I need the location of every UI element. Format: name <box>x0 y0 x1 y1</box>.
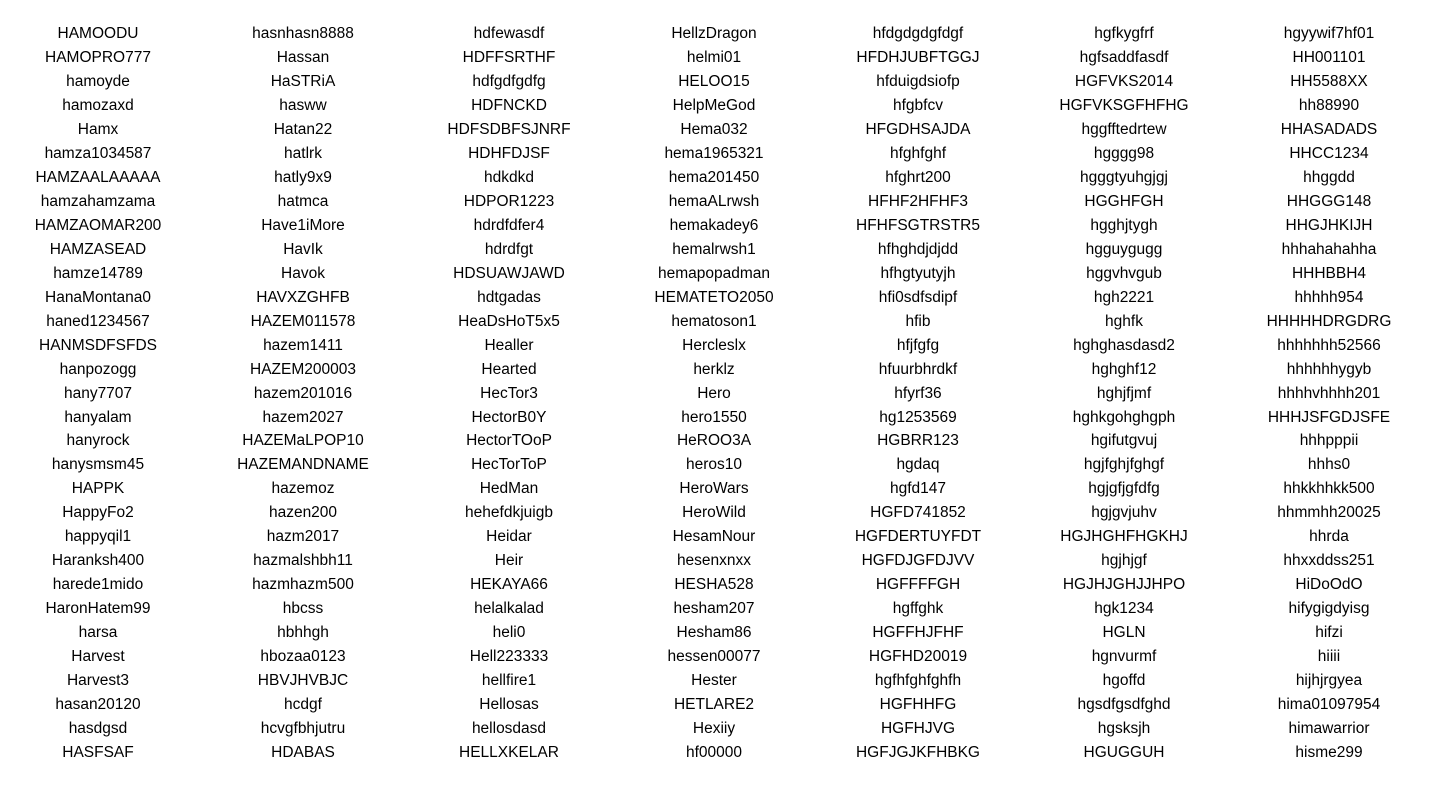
username-cell: HDFFSRTHF <box>462 48 556 66</box>
username-cell: Harvest <box>71 648 125 666</box>
username-cell: hhhhhhh52566 <box>1277 336 1381 354</box>
username-column-1 <box>0 22 196 765</box>
username-cell: hatly9x9 <box>274 168 332 186</box>
username-cell: hdrdfdfer4 <box>473 216 545 234</box>
username-cell: HGUGGUH <box>1083 744 1165 762</box>
username-cell: HiDoOdO <box>1295 576 1363 594</box>
username-cell: hcvgfbhjutru <box>260 720 346 738</box>
username-cell: hgghjtygh <box>1090 216 1158 234</box>
username-cell: HESHA528 <box>674 576 754 594</box>
username-cell: HAVXZGHFB <box>256 288 350 306</box>
username-cell: HeroWild <box>682 504 746 522</box>
username-cell: HDABAS <box>271 744 335 762</box>
username-cell: haned1234567 <box>46 312 150 330</box>
username-cell: HHHBBH4 <box>1291 264 1367 282</box>
username-cell: hanyrock <box>66 432 130 450</box>
username-cell: hgggg98 <box>1093 144 1155 162</box>
username-cell: hamze14789 <box>53 264 143 282</box>
username-cell: hfuurbhrdkf <box>878 360 958 378</box>
username-cell: hazem201016 <box>253 384 353 402</box>
username-cell: hehefdkjuigb <box>465 504 553 522</box>
username-cell: happyqil1 <box>64 528 132 546</box>
username-cell: hgjhjgf <box>1101 552 1147 570</box>
username-cell: HaronHatem99 <box>45 600 151 618</box>
username-cell: hggfftedrtew <box>1081 120 1167 138</box>
username-cell: hatmca <box>277 192 329 210</box>
username-cell: hcdgf <box>284 696 322 714</box>
username-cell: HELOO15 <box>678 72 750 90</box>
username-cell: helalkalad <box>474 600 544 618</box>
username-cell: hhhhh954 <box>1294 288 1364 306</box>
username-cell: hesenxnxx <box>676 552 752 570</box>
username-cell: hgfd147 <box>889 480 947 498</box>
username-cell: HelpMeGod <box>672 96 756 114</box>
username-cell: hggvhvgub <box>1086 264 1162 282</box>
username-cell: Hell223333 <box>469 648 549 666</box>
username-cell: hgifutgvuj <box>1090 432 1158 450</box>
username-cell: hdkdkd <box>484 168 534 186</box>
username-cell: HGFDJGFDJVV <box>861 552 975 570</box>
username-cell: hasdgsd <box>68 720 128 738</box>
username-cell: Heidar <box>486 528 532 546</box>
username-column-4 <box>616 22 812 765</box>
username-cell: HANMSDFSFDS <box>39 336 157 354</box>
username-cell: Healler <box>484 336 534 354</box>
username-cell: hfjfgfg <box>896 336 940 354</box>
username-cell: hanyalam <box>64 408 132 426</box>
username-cell: Hercleslx <box>682 336 746 354</box>
username-cell: hematoson1 <box>671 312 757 330</box>
username-cell: hifzi <box>1315 624 1343 642</box>
username-cell: hasan20120 <box>55 696 141 714</box>
username-cell: Hatan22 <box>273 120 333 138</box>
username-cell: hazmhazm500 <box>252 576 354 594</box>
username-cell: Hero <box>697 384 731 402</box>
username-cell: hhmmhh20025 <box>1277 504 1381 522</box>
username-cell: hema1965321 <box>664 144 764 162</box>
username-cell: HaSTRiA <box>270 72 336 90</box>
username-cell: hgoffd <box>1102 672 1146 690</box>
username-cell: hdrdfgt <box>484 240 534 258</box>
username-column-3 <box>411 22 607 765</box>
username-cell: HDHFDJSF <box>468 144 550 162</box>
username-column-5 <box>820 22 1016 765</box>
username-cell: hbhhgh <box>277 624 329 642</box>
username-cell: HesamNour <box>672 528 756 546</box>
username-cell: hazem2027 <box>262 408 344 426</box>
username-cell: harede1mido <box>52 576 144 594</box>
username-cell: hany7707 <box>63 384 133 402</box>
username-cell: hisme299 <box>1295 744 1363 762</box>
username-cell: HAMOODU <box>57 25 139 42</box>
username-cell: hessen00077 <box>667 648 761 666</box>
username-cell: HDSUAWJAWD <box>453 264 565 282</box>
username-cell: hfhgtyutyjh <box>880 264 956 282</box>
username-cell: hasww <box>279 96 327 114</box>
username-cell: hfi0sdfsdipf <box>878 288 958 306</box>
username-cell: hamozaxd <box>62 96 134 114</box>
username-cell: Heir <box>494 552 524 570</box>
username-cell: HHGGG148 <box>1286 192 1372 210</box>
username-cell: hamza1034587 <box>44 144 152 162</box>
username-cell: hgfhfghfghfh <box>874 672 962 690</box>
username-cell: Harvest3 <box>66 672 130 690</box>
username-cell: himawarrior <box>1288 720 1370 738</box>
username-cell: Hellosas <box>479 696 539 714</box>
username-cell: HGGHFGH <box>1084 192 1164 210</box>
username-cell: HavIk <box>283 240 323 258</box>
username-cell: HAZEMANDNAME <box>237 456 369 474</box>
username-cell: heli0 <box>492 624 526 642</box>
username-cell: hgyywif7hf01 <box>1283 25 1375 42</box>
username-cell: HGJHJGHJJHPO <box>1062 576 1186 594</box>
username-cell: hellfire1 <box>481 672 537 690</box>
username-cell: HanaMontana0 <box>45 288 151 306</box>
username-cell: hazm2017 <box>266 528 340 546</box>
username-cell: HFHF2HFHF3 <box>868 192 968 210</box>
username-cell: hh88990 <box>1298 96 1360 114</box>
username-cell: HAZEMaLPOP10 <box>242 432 364 450</box>
username-cell: hhrda <box>1309 528 1349 546</box>
username-cell: hazemoz <box>271 480 335 498</box>
username-cell: hemalrwsh1 <box>672 240 756 258</box>
username-list-page <box>0 22 1433 782</box>
username-cell: hgguygugg <box>1085 240 1163 258</box>
username-cell: hhhpppii <box>1299 432 1359 450</box>
username-cell: hasnhasn8888 <box>252 25 354 42</box>
username-cell: herklz <box>693 360 735 378</box>
username-column-6 <box>1026 22 1222 765</box>
username-cell: hgjfghjfghgf <box>1083 456 1165 474</box>
username-cell: HGFJGJKFHBKG <box>855 744 980 762</box>
username-cell: hhkkhhkk500 <box>1283 480 1375 498</box>
username-cell: hgsdfgsdfghd <box>1077 696 1171 714</box>
username-cell: hghkgohghgph <box>1072 408 1176 426</box>
username-cell: hhggdd <box>1303 168 1355 186</box>
username-cell: Havok <box>281 264 325 282</box>
username-cell: HASFSAF <box>62 744 134 762</box>
username-cell: hhhahahahha <box>1281 240 1377 258</box>
username-cell: hhxxddss251 <box>1283 552 1375 570</box>
username-cell: hima01097954 <box>1277 696 1381 714</box>
username-cell: Have1iMore <box>261 216 345 234</box>
username-cell: HAMZAALAAAAA <box>35 168 161 186</box>
username-cell: hatlrk <box>284 144 322 162</box>
username-cell: HecTorToP <box>471 456 547 474</box>
username-cell: hghghf12 <box>1091 360 1157 378</box>
username-cell: HH5588XX <box>1290 72 1368 90</box>
username-cell: HGFFHJFHF <box>872 624 964 642</box>
username-cell: hfdgdgdgfdgf <box>872 25 964 42</box>
username-cell: HDFSDBFSJNRF <box>447 120 571 138</box>
username-cell: hgggtyuhgjgj <box>1080 168 1168 186</box>
username-cell: HAPPK <box>71 480 125 498</box>
username-cell: hamoyde <box>66 72 130 90</box>
username-cell: HFHFSGTRSTR5 <box>856 216 980 234</box>
username-cell: hazem1411 <box>263 336 343 354</box>
username-cell: hgh2221 <box>1093 288 1155 306</box>
username-cell: HGJHGHFHGKHJ <box>1060 528 1188 546</box>
username-cell: HappyFo2 <box>62 504 134 522</box>
username-cell: hbozaa0123 <box>260 648 346 666</box>
username-cell: hdtgadas <box>477 288 541 306</box>
username-cell: HGFDERTUYFDT <box>854 528 982 546</box>
username-cell: Hesham86 <box>676 624 752 642</box>
username-cell: hfyrf36 <box>894 384 942 402</box>
username-cell: hema201450 <box>668 168 760 186</box>
username-cell: HellzDragon <box>671 25 757 42</box>
username-cell: HDFNCKD <box>471 96 547 114</box>
username-cell: hanysmsm45 <box>51 456 145 474</box>
username-cell: HHCC1234 <box>1289 144 1369 162</box>
username-cell: hgk1234 <box>1094 600 1154 618</box>
username-cell: hfghrt200 <box>885 168 951 186</box>
username-cell: HGFVKSGFHFHG <box>1059 96 1189 114</box>
username-cell: HFGDHSAJDA <box>865 120 971 138</box>
username-cell: hhhhvhhhh201 <box>1277 384 1381 402</box>
username-cell: Hexiiy <box>692 720 736 738</box>
username-cell: HAMOPRO777 <box>45 48 151 66</box>
username-column-7 <box>1231 22 1427 765</box>
username-cell: hfduigdsiofp <box>876 72 960 90</box>
username-cell: HHGJHKIJH <box>1285 216 1373 234</box>
username-cell: heros10 <box>685 456 742 474</box>
username-cell: hemakadey6 <box>669 216 759 234</box>
username-cell: hgsksjh <box>1097 720 1151 738</box>
username-cell: hdfgdfgdfg <box>472 72 546 90</box>
username-cell: HeROO3A <box>676 432 752 450</box>
username-cell: Hearted <box>481 360 537 378</box>
username-cell: HGFD741852 <box>870 504 966 522</box>
username-cell: HGFHJVG <box>880 720 956 738</box>
username-cell: HEKAYA66 <box>470 576 548 594</box>
username-cell: HELLXKELAR <box>459 744 559 762</box>
username-cell: hgnvurmf <box>1091 648 1157 666</box>
username-cell: hiiii <box>1317 648 1341 666</box>
username-cell: HHHJSFGDJSFE <box>1267 408 1391 426</box>
username-cell: HecTor3 <box>480 384 538 402</box>
username-cell: HHASADADS <box>1280 120 1378 138</box>
username-cell: hesham207 <box>673 600 755 618</box>
username-cell: Hamx <box>77 120 119 138</box>
username-cell: HHHHHDRGDRG <box>1266 312 1392 330</box>
username-cell: HAMZAOMAR200 <box>34 216 162 234</box>
username-column-2 <box>205 22 401 765</box>
username-cell: HeroWars <box>679 480 749 498</box>
username-cell: Hema032 <box>680 120 748 138</box>
username-cell: hamzahamzama <box>40 192 156 210</box>
username-cell: HAZEM011578 <box>250 312 356 330</box>
username-cell: helmi01 <box>686 48 742 66</box>
username-cell: hgfkygfrf <box>1094 25 1154 42</box>
username-cell: hgjgvjuhv <box>1091 504 1157 522</box>
username-cell: hgjgfjgfdfg <box>1088 480 1160 498</box>
username-cell: HeaDsHoT5x5 <box>458 312 560 330</box>
username-cell: hghghasdasd2 <box>1073 336 1175 354</box>
username-cell: hemaALrwsh <box>668 192 760 210</box>
username-cell: hero1550 <box>681 408 747 426</box>
username-cell: hdfewasdf <box>473 25 545 42</box>
username-cell: HGFFFFGH <box>875 576 961 594</box>
username-cell: hf00000 <box>685 744 743 762</box>
username-cell: HAMZASEAD <box>49 240 147 258</box>
username-cell: hemapopadman <box>657 264 771 282</box>
username-cell: HETLARE2 <box>673 696 755 714</box>
username-cell: hhhhhhygyb <box>1286 360 1372 378</box>
username-cell: hfghfghf <box>889 144 947 162</box>
username-cell: hanpozogg <box>59 360 137 378</box>
username-cell: hghjfjmf <box>1096 384 1152 402</box>
username-cell: HBVJHVBJC <box>257 672 349 690</box>
username-cell: harsa <box>78 624 118 642</box>
username-cell: HH001101 <box>1292 48 1366 66</box>
username-cell: hfib <box>905 312 931 330</box>
username-cell: HedMan <box>479 480 539 498</box>
username-cell: HDPOR1223 <box>463 192 555 210</box>
username-cell: hgfsaddfasdf <box>1079 48 1169 66</box>
username-cell: hijhjrgyea <box>1295 672 1363 690</box>
username-cell: HGFVKS2014 <box>1074 72 1174 90</box>
username-cell: hbcss <box>282 600 324 618</box>
username-cell: HGFHHFG <box>879 696 957 714</box>
username-cell: hghfk <box>1105 312 1143 330</box>
username-cell: hfhghdjdjdd <box>877 240 959 258</box>
username-cell: HFDHJUBFTGGJ <box>856 48 980 66</box>
username-cell: Hester <box>691 672 737 690</box>
username-cell: HAZEM200003 <box>250 360 356 378</box>
username-cell: hgffghk <box>892 600 944 618</box>
username-cell: hazmalshbh11 <box>253 552 353 570</box>
username-cell: Hassan <box>276 48 330 66</box>
username-cell: hgdaq <box>896 456 940 474</box>
username-cell: hhhs0 <box>1307 456 1351 474</box>
username-cell: hifygigdyisg <box>1288 600 1370 618</box>
username-cell: hellosdasd <box>471 720 547 738</box>
username-cell: HectorB0Y <box>471 408 547 426</box>
username-cell: hg1253569 <box>879 408 957 426</box>
username-cell: HectorTOoP <box>466 432 552 450</box>
username-cell: hfgbfcv <box>893 96 943 114</box>
username-cell: HGFHD20019 <box>868 648 968 666</box>
username-cell: Haranksh400 <box>51 552 145 570</box>
username-cell: HGBRR123 <box>877 432 959 450</box>
username-cell: hazen200 <box>268 504 338 522</box>
username-cell: HEMATETO2050 <box>654 288 774 306</box>
username-cell: HGLN <box>1102 624 1146 642</box>
